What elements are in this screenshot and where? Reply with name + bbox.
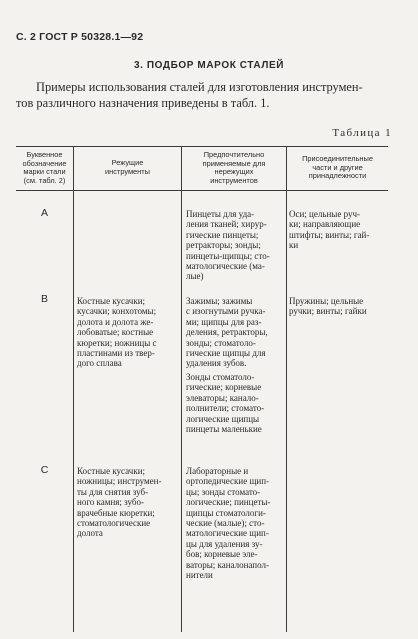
row-a-noncutting-line: лые) <box>186 271 204 282</box>
row-c-cutting-line: долота <box>77 528 103 539</box>
row-a-letter: A <box>40 207 48 219</box>
header-col-fittings-line: принадлежности <box>308 172 367 181</box>
row-b-noncutting-2-line: пинцеты маленькие <box>186 424 262 435</box>
header-col-fittings-line: части и другие <box>312 163 363 172</box>
header-col-cutting <box>74 159 181 176</box>
row-c-cutting-line: Костные кусачки; <box>77 466 146 476</box>
header-col-noncutting-line: нережущих <box>214 168 254 177</box>
header-col-letter <box>16 151 73 185</box>
row-c-noncutting-line: цы для удаления зу- <box>186 538 263 549</box>
header-col-noncutting-line: инструментов <box>210 176 258 185</box>
row-b-noncutting-line: деления, ретракторы, <box>186 327 268 338</box>
row-a-fittings-line: ки; направляющие <box>289 219 361 230</box>
row-b-noncutting-line: зонды; стоматоло- <box>186 337 256 348</box>
row-b-fittings <box>289 296 386 317</box>
row-b-fittings-line: Пружины; цельные <box>289 296 364 306</box>
row-b-fittings-line: ручки; винты; гайки <box>289 306 367 317</box>
row-c-cutting <box>77 466 178 539</box>
row-c-cutting-line: ного камня; зубо- <box>77 497 144 508</box>
row-a-fittings-line: Оси; цельные руч- <box>289 209 360 219</box>
header-col-noncutting <box>182 151 286 185</box>
row-b-noncutting-2 <box>186 372 284 434</box>
row-b-cutting-line: кусачки; конхотомы; <box>77 306 157 317</box>
row-b-noncutting-line: ми; щипцы для раз- <box>186 316 262 327</box>
row-b-noncutting-2-line: Зонды стоматоло- <box>186 372 255 382</box>
row-c-noncutting-line: щипцы стоматологи- <box>186 507 266 518</box>
row-b-cutting-line: долота и долота же- <box>77 316 154 327</box>
row-c-cutting-line: ножницы; инструмен- <box>77 476 162 487</box>
row-a-noncutting-line: гические пинцеты; <box>186 229 259 240</box>
row-c-noncutting-line: ортопедические щип- <box>186 476 270 487</box>
row-b-cutting-line: Костные кусачки; <box>77 296 146 306</box>
header-col-noncutting-line: применяемые для <box>202 159 266 168</box>
header-col-cutting-line: инструменты <box>105 167 150 176</box>
row-c-cutting-line: врачебные кюретки; <box>77 507 155 518</box>
row-c-noncutting-line: Лабораторные и <box>186 466 249 476</box>
row-b-cutting <box>77 296 178 369</box>
row-a-fittings-line: ки <box>289 240 299 251</box>
row-b-cutting-line: пластинами из твер- <box>77 348 155 359</box>
header-col-letter-line: (см. табл. 2) <box>23 176 66 185</box>
row-b-cutting-line: лобоватые; костные <box>77 327 154 338</box>
header-col-letter-line: Буквенное <box>26 151 63 159</box>
row-b-noncutting-line: Зажимы; зажимы <box>186 296 253 306</box>
table-col-divider-1 <box>73 146 74 632</box>
header-col-noncutting-line: Предпочтительно <box>203 151 265 159</box>
table-header-rule <box>16 190 388 191</box>
row-c-noncutting-line: ваторы; каналонапол- <box>186 559 269 570</box>
intro-paragraph <box>16 79 394 111</box>
row-c-noncutting-line: бов; корневые эле- <box>186 549 258 560</box>
page-header: С. 2 ГОСТ Р 50328.1—92 <box>16 31 144 43</box>
row-c-noncutting <box>186 466 284 580</box>
row-a-noncutting <box>186 209 284 282</box>
row-b-noncutting-line: гические щипцы для <box>186 348 266 359</box>
header-col-fittings-line: Присоединительные <box>302 155 373 163</box>
row-c-cutting-line: стоматологические <box>77 518 151 529</box>
row-a-noncutting-line: ретракторы; зонды; <box>186 240 261 251</box>
row-b-cutting-line: дого сплава <box>77 358 122 369</box>
row-b-noncutting-2-line: логические щипцы <box>186 413 260 424</box>
intro-line-1: Примеры использования сталей для изготовления инструмен- <box>36 80 363 94</box>
row-c-noncutting-line: нители <box>186 570 213 581</box>
row-b-letter: B <box>40 293 48 305</box>
table-col-divider-3 <box>286 146 287 632</box>
row-a-fittings <box>289 209 386 251</box>
header-col-letter-line: марки стали <box>23 168 66 177</box>
table-col-divider-2 <box>181 146 182 632</box>
row-c-noncutting-line: логические; пинцеты- <box>186 497 271 508</box>
row-b-noncutting-2-line: полнители; стомато- <box>186 403 265 414</box>
section-title: 3. ПОДБОР МАРОК СТАЛЕЙ <box>133 60 285 71</box>
row-b-noncutting-line: с изогнутыми ручка- <box>186 306 266 317</box>
row-c-letter: C <box>40 464 49 476</box>
header-col-letter-line: обозначение <box>22 159 67 168</box>
row-b-noncutting-2-line: гические; корневые <box>186 382 262 393</box>
row-a-noncutting-line: ления тканей; хирур- <box>186 219 267 230</box>
header-col-cutting-line: Режущие <box>111 159 144 167</box>
row-b-cutting-line: кюретки; ножницы с <box>77 337 157 348</box>
row-c-noncutting-line: ческие (малые); сто- <box>186 518 265 529</box>
row-b-noncutting-2-line: элеваторы; канало- <box>186 392 259 403</box>
row-a-noncutting-line: Пинцеты для уда- <box>186 209 255 219</box>
row-a-noncutting-line: матологические (ма- <box>186 261 265 272</box>
row-a-fittings-line: штифты; винты; гай- <box>289 229 370 240</box>
intro-line-2: тов различного назначения приведены в табл. 1. <box>16 96 270 110</box>
row-c-noncutting-line: цы; зонды стомато- <box>186 486 261 497</box>
table-caption: Таблица 1 <box>332 127 392 139</box>
row-c-cutting-line: ты для снятия зуб- <box>77 486 149 497</box>
row-c-noncutting-line: матологические щип- <box>186 528 269 539</box>
header-col-fittings <box>287 155 388 181</box>
table-top-rule <box>16 146 388 147</box>
row-b-noncutting <box>186 296 284 369</box>
row-a-noncutting-line: пинцеты-щипцы; сто- <box>186 250 270 261</box>
row-b-noncutting-line: удаления зубов. <box>186 358 247 369</box>
